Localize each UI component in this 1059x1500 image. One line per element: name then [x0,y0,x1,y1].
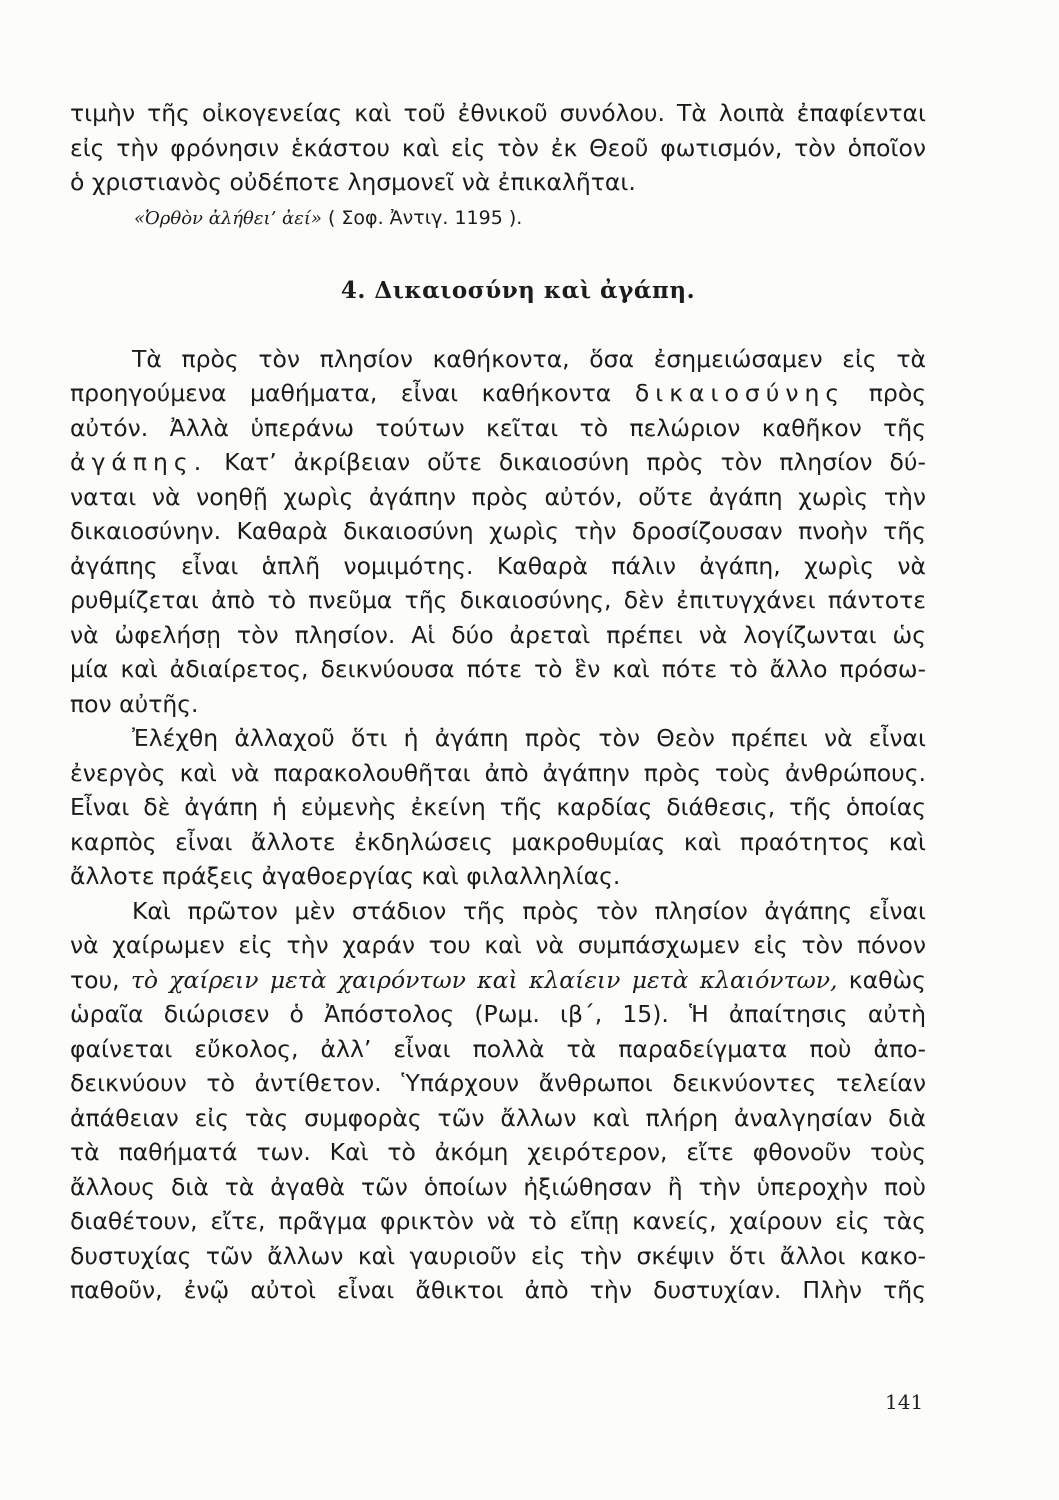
text-line [70,376,926,411]
text-line [70,963,926,998]
emphasized-word: ἀγάπης. [70,448,208,476]
quotation-text: «Ὀρθὸν ἀλήθει’ ἀεί» [134,207,322,229]
spacer [70,324,926,342]
text-line: διαθέτουν, εἴτε, πρᾶγμα φρικτὸν νὰ τὸ εἴπῃ κανείς, χαίρουν εἰς τὰς [70,1207,926,1235]
text-line: Τὰ πρὸς τὸν πλησίον καθήκοντα, ὅσα ἐσημειώσαμεν εἰς τὰ [132,344,926,373]
text-line: ναται νὰ νοηθῇ χωρὶς ἀγάπην πρὸς αὐτόν, οὔτε ἀγάπη χωρὶς τὴν [70,482,926,511]
text-segment: προηγούμενα μαθήματα, εἶναι καθήκοντα [70,379,612,407]
text-line: τὰ παθήματά των. Καὶ τὸ ἀκόμη χειρότερον, εἴτε φθονοῦν τοὺς [70,1138,926,1166]
text-line: φαίνεται εὔκολος, ἀλλ’ εἶναι πολλὰ τὰ παραδείγματα ποὺ ἀπο- [70,1034,926,1063]
text-segment: καθὼς [848,965,926,994]
scripture-quote: τὸ χαίρειν μετὰ χαιρόντων καὶ κλαίειν μετὰ κλαιόντων, [130,965,838,994]
text-line: πον αὐτῆς. [70,689,199,718]
text-line: ἄλλους διὰ τὰ ἀγαθὰ τῶν ὁποίων ἠξιώθησαν ἢ τὴν ὑπεροχὴν ποὺ [70,1172,926,1201]
text-line: μία καὶ ἀδιαίρετος, δεικνύουσα πότε τὸ ἓν καὶ πότε τὸ ἄλλο πρόσω- [70,655,926,683]
text-segment: πρὸς [868,379,926,407]
text-line [70,445,926,480]
page-number: 141 [885,1390,924,1414]
text-line: νὰ ὠφελήσῃ τὸν πλησίον. Αἱ δύο ἀρεταὶ πρέπει νὰ λογίζωνται ὡς [70,620,926,649]
text-segment: Κατ’ ἀκρίβειαν οὔτε δικαιοσύνη πρὸς τὸν πλησίον δύ- [224,448,926,476]
text-line: δικαιοσύνην. Καθαρὰ δικαιοσύνη χωρὶς τὴν δροσίζουσαν πνοὴν τῆς [70,517,926,545]
text-line: ὡραῖα διώρισεν ὁ Ἀπόστολος (Ρωμ. ιβ΄, 15). Ἡ ἀπαίτησις αὐτὴ [70,1000,926,1028]
text-line: δυστυχίας τῶν ἄλλων καὶ γαυριοῦν εἰς τὴν σκέψιν ὅτι ἄλλοι κακο- [70,1241,926,1270]
body-text [70,96,926,1308]
text-line: νὰ χαίρωμεν εἰς τὴν χαράν του καὶ νὰ συμπάσχωμεν εἰς τὸν πόνον [70,931,926,959]
text-segment: του, [70,965,120,994]
quotation-source: ( Σοφ. Ἀντιγ. 1195 ). [327,206,523,229]
text-line: ἄλλοτε πράξεις ἀγαθοεργίας καὶ φιλαλληλίας. [70,862,621,890]
text-line: ἀγάπης εἶναι ἁπλῆ νομιμότης. Καθαρὰ πάλιν ἀγάπη, χωρὶς νὰ [70,551,926,580]
text-line: εἰς τὴν φρόνησιν ἑκάστου καὶ εἰς τὸν ἐκ Θεοῦ φωτισμόν, τὸν ὁποῖον [70,133,926,162]
section-heading: 4. Δικαιοσύνη καὶ ἀγάπη. [340,276,696,304]
text-line: παθοῦν, ἐνῷ αὐτοὶ εἶναι ἄθικτοι ἀπὸ τὴν δυστυχίαν. Πλὴν τῆς [70,1276,926,1304]
text-line: ἐνεργὸς καὶ νὰ παρακολουθῆται ἀπὸ ἀγάπην πρὸς τοὺς ἀνθρώπους. [70,758,926,787]
text-line: Καὶ πρῶτον μὲν στάδιον τῆς πρὸς τὸν πλησίον ἀγάπης εἶναι [132,896,926,925]
text-line: ἀπάθειαν εἰς τὰς συμφορὰς τῶν ἄλλων καὶ πλήρη ἀναλγησίαν διὰ [70,1103,926,1132]
text-line: καρπὸς εἶναι ἄλλοτε ἐκδηλώσεις μακροθυμίας καὶ πραότητος καὶ [70,827,926,856]
emphasized-word: δικαιοσύνης [634,379,846,407]
text-line: τιμὴν τῆς οἰκογενείας καὶ τοῦ ἐθνικοῦ συνόλου. Τὰ λοιπὰ ἐπαφίενται [70,99,926,127]
text-line: δεικνύουν τὸ ἀντίθετον. Ὑπάρχουν ἄνθρωποι δεικνύοντες τελείαν [70,1069,926,1097]
text-line: Ἐλέχθη ἀλλαχοῦ ὅτι ἡ ἀγάπη πρὸς τὸν Θεὸν πρέπει νὰ εἶναι [132,724,926,752]
text-line: ὁ χριστιανὸς οὐδέποτε λησμονεῖ νὰ ἐπικαλῆται. [70,168,636,196]
text-line: Εἶναι δὲ ἀγάπη ἡ εὐμενὴς ἐκείνη τῆς καρδίας διάθεσις, τῆς ὁποίας [70,793,926,821]
text-line: ρυθμίζεται ἀπὸ τὸ πνεῦμα τῆς δικαιοσύνης, δὲν ἐπιτυγχάνει πάντοτε [70,586,926,614]
quotation [70,200,926,236]
text-line: αὐτόν. Ἀλλὰ ὑπεράνω τούτων κεῖται τὸ πελώριον καθῆκον τῆς [70,413,926,442]
